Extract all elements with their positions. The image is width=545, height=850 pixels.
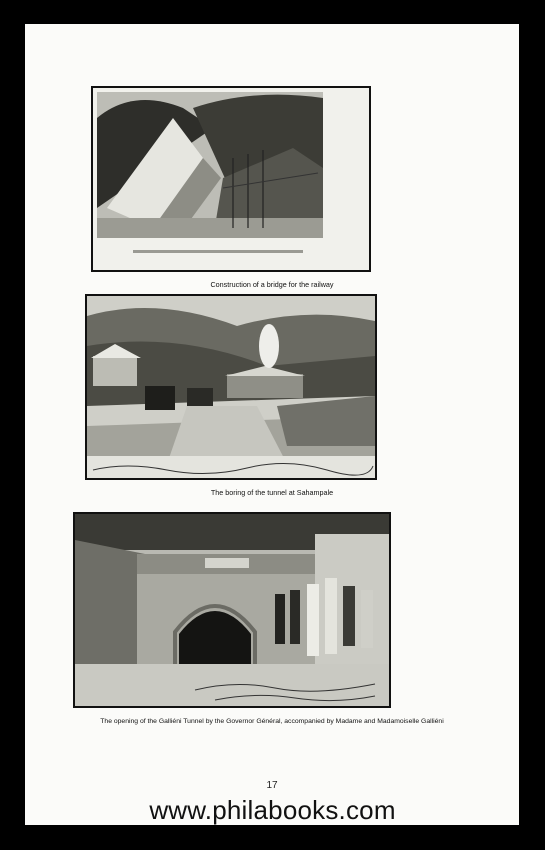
page-number: 17	[266, 780, 278, 791]
photo-caption-2: The boring of the tunnel at Sahampale	[210, 488, 334, 497]
tunnel-opening-photo	[73, 512, 391, 708]
railway-bridge-construction-photo	[91, 86, 371, 272]
watermark-text: www.philabooks.com	[149, 795, 396, 825]
photo-caption-3: The opening of the Galliéni Tunnel by the Governor Général, accompanied by Madame and Madamoiselle Galliéni	[100, 718, 444, 725]
photo-caption-1: Construction of a bridge for the railway	[210, 280, 334, 289]
book-page	[25, 24, 519, 825]
tunnel-boring-photo	[85, 294, 377, 480]
